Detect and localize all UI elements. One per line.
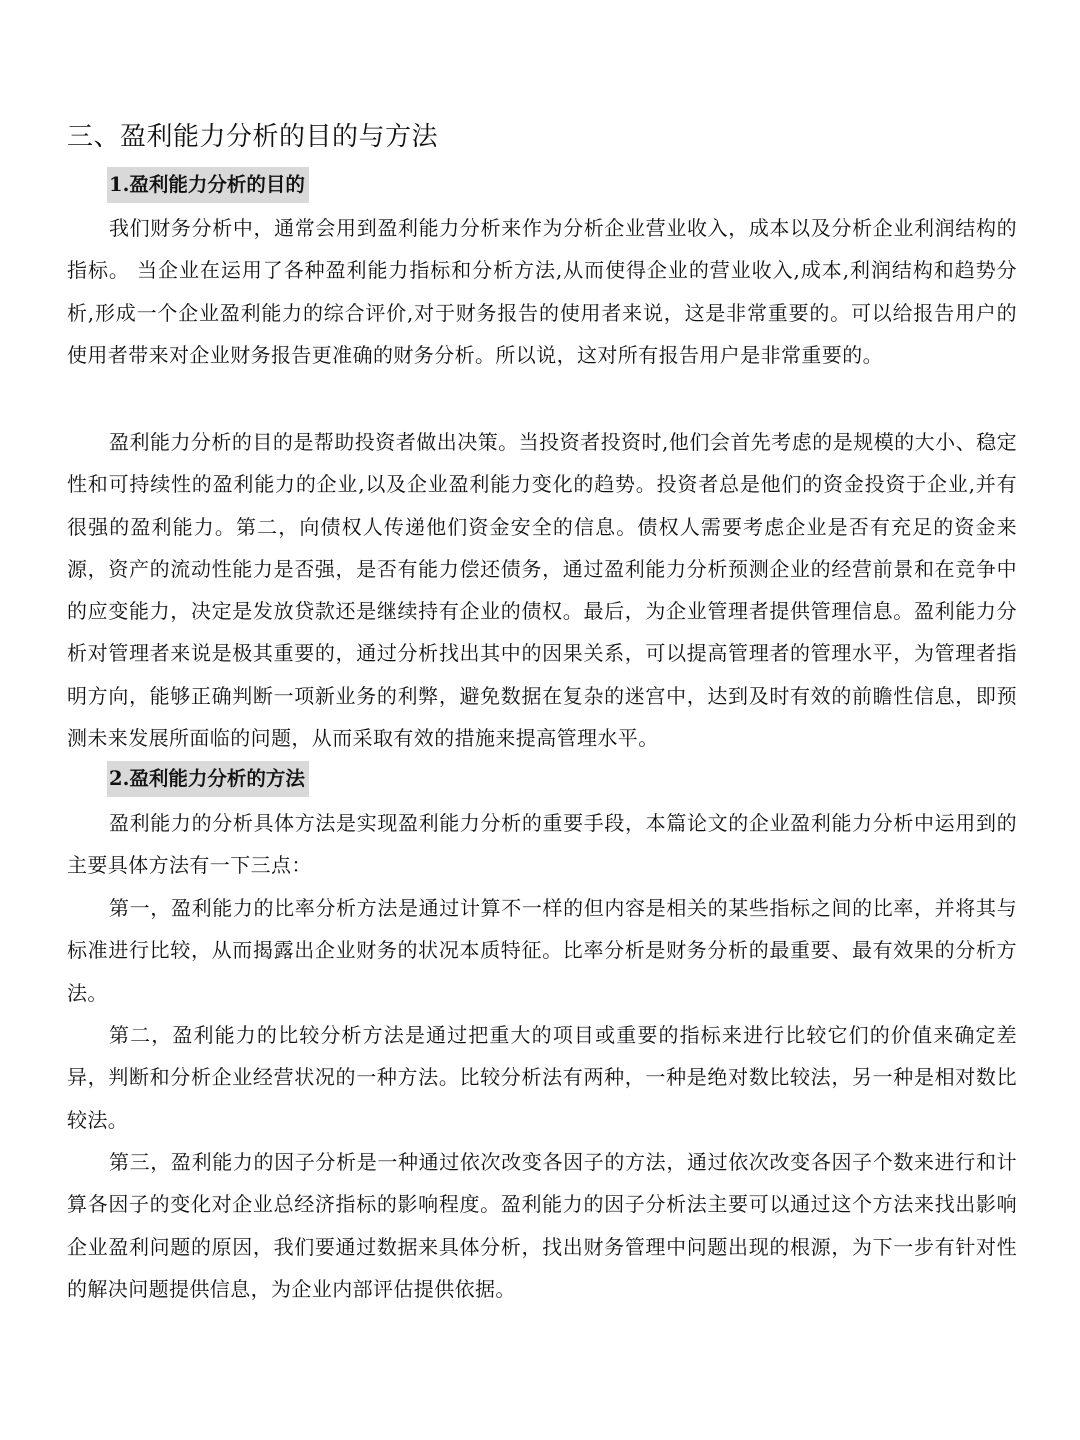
- paragraph-methods-factor: 第三，盈利能力的因子分析是一种通过依次改变各因子的方法，通过依次改变各因子个数来进行和计算各因子的变化对企业总经济指标的影响程度。盈利能力的因子分析法主要可以通过这个方法来找出影响企业盈利问题的原因，我们要通过数据来具体分析，找出财务管理中问题出现的根源，为下一步有针对性的解决问题提供信息，为企业内部评估提供依据。: [67, 1150, 1017, 1301]
- paragraph-methods-ratio: 第一，盈利能力的比率分析方法是通过计算不一样的但内容是相关的某些指标之间的比率，并将其与标准进行比较，从而揭露出企业财务的状况本质特征。比率分析是财务分析的最重要、最有效果的分析方法。: [67, 896, 1017, 1005]
- paragraph-purpose-2: 盈利能力分析的目的是帮助投资者做出决策。当投资者投资时,他们会首先考虑的是规模的大小、稳定性和可持续性的盈利能力的企业,以及企业盈利能力变化的趋势。投资者总是他们的资金投资于企业,并有很强的盈利能力。第二，向债权人传递他们资金安全的信息。债权人需要考虑企业是否有充足的资金来源，资产的流动性能力是否强，是否有能力偿还债务，通过盈利能力分析预测企业的经营前景和在竞争中的应变能力，决定是发放贷款还是继续持有企业的债权。最后，为企业管理者提供管理信息。盈利能力分析对管理者来说是极其重要的，通过分析找出其中的因果关系，可以提高管理者的管理水平，为管理者指明方向，能够正确判断一项新业务的利弊，避免数据在复杂的迷宫中，达到及时有效的前瞻性信息，即预测未来发展所面临的问题，从而采取有效的措施来提高管理水平。: [67, 430, 1017, 751]
- section-title: 三、盈利能力分析的目的与方法: [67, 122, 439, 152]
- paragraph-purpose-1: 我们财务分析中，通常会用到盈利能力分析来作为分析企业营业收入，成本以及分析企业利润结构的指标。 当企业在运用了各种盈利能力指标和分析方法,从而使得企业的营业收入,成本,利润结构和趋势分析,形成一个企业盈利能力的综合评价,对于财务报告的使用者来说，这是非常重要的。可以给报告用户的使用者带来对企业财务报告更准确的财务分析。所以说，这对所有报告用户是非常重要的。: [67, 216, 1017, 367]
- paragraph-methods-comparison: 第二，盈利能力的比较分析方法是通过把重大的项目或重要的指标来进行比较它们的价值来确定差异，判断和分析企业经营状况的一种方法。比较分析法有两种，一种是绝对数比较法，另一种是相对数比较法。: [67, 1023, 1017, 1132]
- subsection-heading-purpose: 1.盈利能力分析的目的: [107, 167, 309, 203]
- paragraph-methods-intro: 盈利能力的分析具体方法是实现盈利能力分析的重要手段，本篇论文的企业盈利能力分析中运用到的主要具体方法有一下三点：: [67, 811, 1017, 878]
- subsection-heading-methods: 2.盈利能力分析的方法: [107, 761, 309, 797]
